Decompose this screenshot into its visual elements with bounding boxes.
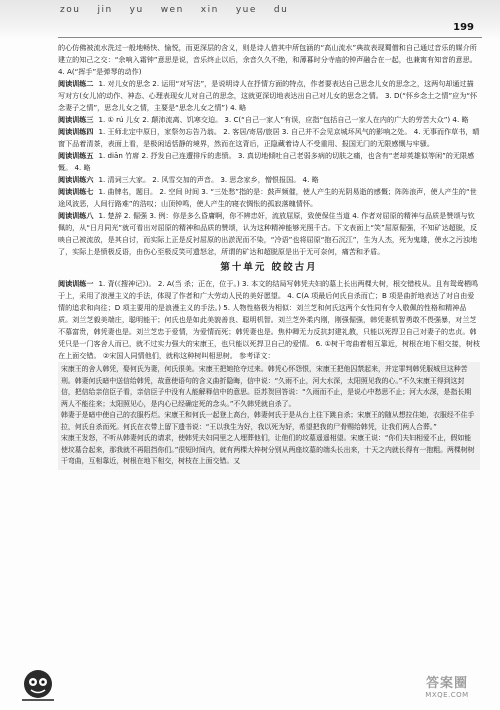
exercise-label: 阅读训练二 bbox=[58, 79, 94, 88]
answer-text: 1. 王师北定中原日，家祭勿忘告乃翁。 2. 客居/寄居/旅居 3. 自己并不会见京城坏风气的影响之处。 4. 无事而作草书，晴窗下品着清茶，表面上看，是极闲适恬静的境界，然而在这背后，正隐藏着诗人不受重用、报国无门的无限感慨与牢骚。 bbox=[58, 127, 480, 148]
cartoon-reader-icon bbox=[18, 664, 58, 704]
unit-title: 第十单元 皎皎古月 bbox=[220, 262, 318, 273]
exercise-label: 阅读训练七 bbox=[58, 187, 94, 196]
watermark-logo bbox=[410, 677, 484, 700]
page-header bbox=[0, 0, 500, 40]
answer-paragraph bbox=[58, 174, 480, 186]
page-number: 199 bbox=[453, 22, 474, 33]
answer-paragraph bbox=[58, 150, 480, 174]
pinyin-word: yu bbox=[129, 5, 144, 15]
pinyin-word: yue bbox=[235, 5, 257, 15]
answer-text: 1. 对儿女的思念 2. 运用“对写法”，是说明诗人在抒情方面的特点，作者要表达自己思念儿女的思念之，这两句却通过描写对方(女儿)的动作、神态、心理表现女儿对自己的思念，这就更深切地表达出自己对儿女的思念之情。 3. D(“怀乡念土之情”应为“怀念妻子之情”，思念儿女之情，主要是“思念儿女之情”) 4. 略 bbox=[58, 79, 478, 112]
pinyin-word: du bbox=[273, 5, 289, 15]
exercise-label: 阅读训练四 bbox=[58, 127, 94, 136]
exercise-label: 阅读训练一 bbox=[58, 279, 94, 288]
answer-text: 的心仿佛被流水洗过一般地畅快、愉悦，而更深层的含义，则是诗人借其中所包涵的“高山流水”典故表现蜀僧和自己通过音乐的媒介所建立的知己之交：“余响入霜钟”意思是说，音乐终止以后，余音久久不绝，和薄暮时分寺庙的钟声融合在一起，也兼寓有知音的意思。 4. A(“挥手”是弹琴的动作) bbox=[58, 43, 477, 76]
exercise-label: 阅读训练五 bbox=[58, 151, 94, 160]
watermark-url: MXQE.COM bbox=[425, 691, 469, 699]
answer-paragraph bbox=[58, 186, 480, 210]
header-rule bbox=[58, 37, 482, 38]
answer-paragraph bbox=[58, 114, 480, 126]
answer-paragraph bbox=[58, 126, 480, 150]
answer-text: 1. ① rú 儿女 2. 颠沛流离、饥寒交迫。 3. C(“自己一家人”有误，应指“包括自己一家人在内的广大的劳苦大众”) 4. 略 bbox=[98, 115, 469, 124]
pinyin-word: jin bbox=[97, 5, 113, 15]
answer-text: 1. 清词三大家。 2. 风雪交加的声音。 3. 思念家乡，憎恨报国。 4. 略 bbox=[98, 175, 319, 184]
pinyin-word: zou bbox=[60, 5, 81, 15]
pinyin-banner bbox=[60, 5, 288, 15]
pinyin-word: xin bbox=[200, 5, 219, 15]
watermark-text: 答案圈 bbox=[425, 676, 468, 691]
translation-paragraph: 韩妻于是暗中使自己的衣服朽烂。宋康王和何氏一起登上高台，韩妻何氏于是从台上往下跳自杀；宋康王的随从想拉住她，衣服经不住手拉，何氏自杀而死。何氏在衣带上留下遗书说：“王以我生为好，我以死为好，希望把我的尸骨赐给韩凭，让我们两人合葬。” bbox=[61, 411, 475, 431]
exercise-label: 阅读训练八 bbox=[58, 211, 94, 220]
answer-text: 1. diān 竹席 2. 抒发自己连遭排斥的悲愤。 3. 真切地倾吐自己老弱多病的切肤之痛，也含有“老却英雄似等闲”的无限感慨。 4. 略 bbox=[58, 151, 475, 172]
answer-text: 1. 曲牌名，题目。 2. 空间 时间 3. “三处愁”指的是：鼓声频催，使人产生的光阴易逝的感慨；阵阵浪声，使人产生的“世途风波恶，人间行路难”的浩叹；山顶钟鸣，使人产生的寝衣惆怅的孤寂落魄情怀。 bbox=[58, 187, 477, 208]
answer-paragraph bbox=[58, 278, 480, 362]
answer-text: 1. 背(《搜神记》)。 2. A(当 杀；正在，位于。) 3. 本文的结局写韩凭夫妇的墓上长出两棵大树，根交错枝从。且有鸳鸯栖鸣于上，采用了浪漫主义的手法，体现了作者和广大劳动人民的美好愿望。 4. C(A 项最后何氏自杀而亡；B 项是曲折地表达了对自由爱情的追求和向往；D 项主要用的是浪漫主义的手法。) 5. 人物性格极为相似：刘兰芝和何氏这两个女性同有令人敬佩的性格和精神品质。刘兰芝毅美端庄，聪明能干；何氏也是如此美貌善良、聪明机智。刘兰芝外柔内刚，刚强倔强，韩凭妻机智勇敢不畏强暴，对兰芝不慕富贵，韩凭妻也是。刘兰芝忠于爱情，为爱情而死；韩凭妻也是。焦仲卿无力反抗封建礼教，只能以死捍卫自己对妻子的忠贞。韩凭只是一门客舍人而已，就不过实力强大的宋康王，也只能以死捍卫自己的爱情。 6. ①树干弯曲着相互靠近，树根在地下相交接，树枝在上面交错。 ②宋国人同情他们，就称这种树叫相思树。 参考译文： bbox=[58, 279, 480, 360]
answer-text: 1. 楚辞 2. 倔强 3. 例：你是多么昏庸啊，你不辨忠奸，流放屈原，致使保住当道 4. 作者对屈原的精神与品质是赞颂与钦佩的，从“日月同光”就可看出对屈原的精神和品质的赞颂，认为这种精神能够光照千古。下文表面上“笑”屈原倔强，不知矿达超脱，反映自己被流放，是其自讨，而实际上正是反衬屈原的出淤泥而不染，“冷语”也将屈原“抱石沉江”，生为人杰，死为鬼雄，使水之污浊地了，实际上是愤极反语，由伤心至极反笑可遗怒忿，所谓的矿达和超脱原是出于无可奈何，痛苦和矛盾。 bbox=[58, 211, 478, 256]
translation-block bbox=[58, 362, 480, 470]
answer-paragraph bbox=[58, 42, 480, 78]
pinyin-word: wen bbox=[160, 5, 184, 15]
translation-paragraph: 宋康王的舍人韩凭，娶何氏为妻，何氏很美。宋康王把她抢夺过来。韩凭心怀怨恨，宋康王把他囚禁起来，并定罪判韩凭服城旦这种苦刑。韩妻何氏暗中送信给韩凭，故意使语句的含义曲折隐晦，信中说：“久雨不止，河大水深，太阳照见我的心。”不久宋康王得到这封信，把信给亲信臣子看，亲信臣子中没有人能解释信中的意思。臣苏贺回答说：“久雨而不止，是说心中愁思不止；河大水深，是指长期两人不能往来；太阳照见心，是内心已经确定死的念头。”不久韩凭就自杀了。 bbox=[61, 365, 472, 408]
exercise-label: 阅读训练六 bbox=[58, 175, 94, 184]
answer-paragraph bbox=[58, 210, 480, 258]
exercise-label: 阅读训练三 bbox=[58, 115, 94, 124]
answer-content bbox=[58, 42, 480, 666]
translation-paragraph: 宋康王发怒，不听从韩妻何氏的请求，使韩凭夫妇同里之人埋葬他们，让他们的坟墓遥遥相望。宋康王说：“你们夫妇相爱不止，假如能使坟墓合起来，那我就不再阻挡你们。”很短时间内，就有两棵大梓树分别从两座坟墓的端头长出来，十天之内就长得有一抱粗。两棵树树干弯曲，互相靠近，树根在地下相交，树枝在上面交错。又 bbox=[61, 434, 475, 465]
answer-paragraph bbox=[58, 78, 480, 114]
